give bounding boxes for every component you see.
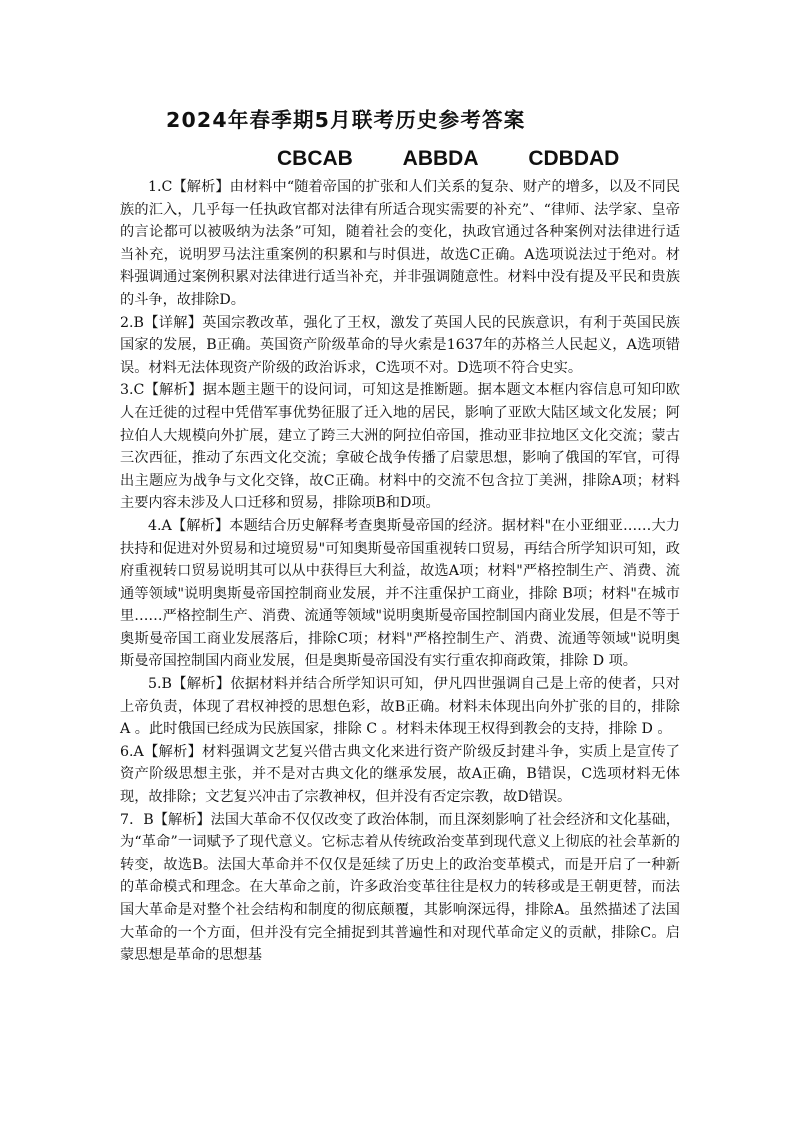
answer-key-row: [277, 147, 619, 171]
explanation-item-1: 1.C【解析】由材料中“随着帝国的扩张和人们关系的复杂、财产的增多，以及不同民族的汇入，几乎每一任执政官都对法律有所适合现实需要的补充”、“律师、法学家、皇帝的言论都可以被吸纳为法条”可知，随着社会的变化，执政官通过各种案例对法律进行适当补充，说明罗马法注重案例的积累和与时俱进，故选C正确。A选项说法过于绝对。材料强调通过案例积累对法律进行适当补充，并非强调随意性。材料中没有提及平民和贵族的斗争，故排除D。: [120, 179, 680, 308]
explanation-item-5: 5.B【解析】依据材料并结合所学知识可知，伊凡四世强调自己是上帝的使者，只对上帝负责，体现了君权神授的思想色彩，故B正确。材料未体现出向外扩张的目的，排除 A 。此时俄国已经成为民族国家，排除 C 。材料未体现王权得到教会的支持，排除 D 。: [120, 676, 680, 738]
answer-group-1: CBCAB: [277, 147, 353, 170]
explanation-body: [120, 176, 680, 967]
document-title: 2024年春季期5月联考历史参考答案: [166, 108, 526, 132]
explanation-item-4: 4.A【解析】本题结合历史解释考查奥斯曼帝国的经济。据材料"在小亚细亚……大力扶持和促进对外贸易和过境贸易"可知奥斯曼帝国重视转口贸易，再结合所学知识可知，政府重视转口贸易说明其可以从中获得巨大利益，故选A项；材料"严格控制生产、消费、流通等领域"说明奥斯曼帝国控制商业发展，并不注重保护工商业，排除 B项；材料"在城市里……严格控制生产、消费、流通等领域"说明奥斯曼帝国控制国内商业发展，但是不等于奥斯曼帝国工商业发展落后，排除C项；材料"严格控制生产、消费、流通等领域"说明奥斯曼帝国控制国内商业发展，但是奥斯曼帝国没有实行重农抑商政策，排除 D 项。: [120, 517, 680, 670]
explanation-item-3: 3.C【解析】据本题主题干的设问词，可知这是推断题。据本题文本框内容信息可知印欧人在迁徙的过程中凭借军事优势征服了迁入地的居民，影响了亚欧大陆区域文化发展；阿拉伯人大规模向外扩展，建立了跨三大洲的阿拉伯帝国，推动亚非拉地区文化交流；蒙古三次西征，推动了东西文化交流；拿破仑战争传播了启蒙思想，影响了俄国的军官，可得出主题应为战争与文化交锋，故C正确。材料中的交流不包含拉丁美洲，排除A项；材料主要内容未涉及人口迁移和贸易，排除项B和D项。: [120, 382, 680, 512]
answer-group-3: CDBDAD: [528, 147, 620, 170]
answer-group-2: ABBDA: [402, 147, 479, 170]
explanation-item-2: 2.B【详解】英国宗教改革，强化了王权，激发了英国人民的民族意识，有利于英国民族国家的发展，B正确。英国资产阶级革命的导火索是1637年的苏格兰人民起义，A选项错误。材料无法体现资产阶级的政治诉求，C选项不对。D选项不符合史实。: [120, 314, 680, 376]
explanation-item-6: 6.A【解析】材料强调文艺复兴借古典文化来进行资产阶级反封建斗争，实质上是宣传了资产阶级思想主张，并不是对古典文化的继承发展，故A正确，B错误，C选项材料无体现，故排除；文艺复兴冲击了宗教神权，但并没有否定宗教，故D错误。: [120, 743, 680, 806]
explanation-item-7: 7．B【解析】法国大革命不仅仅改变了政治体制，而且深刻影响了社会经济和文化基础，为“革命”一词赋予了现代意义。它标志着从传统政治变革到现代意义上彻底的社会革新的转变，故选B。法国大革命并不仅仅是延续了历史上的政治变革模式，而是开启了一种新的革命模式和理念。在大革命之前，许多政治变革往往是权力的转移或是王朝更替，而法国大革命是对整个社会结构和制度的彻底颠覆，其影响深远得，排除A。虽然描述了法国大革命的一个方面，但并没有完全捕捉到其普遍性和对现代革命定义的贡献，排除C。启蒙思想是革命的思想基: [120, 811, 680, 964]
